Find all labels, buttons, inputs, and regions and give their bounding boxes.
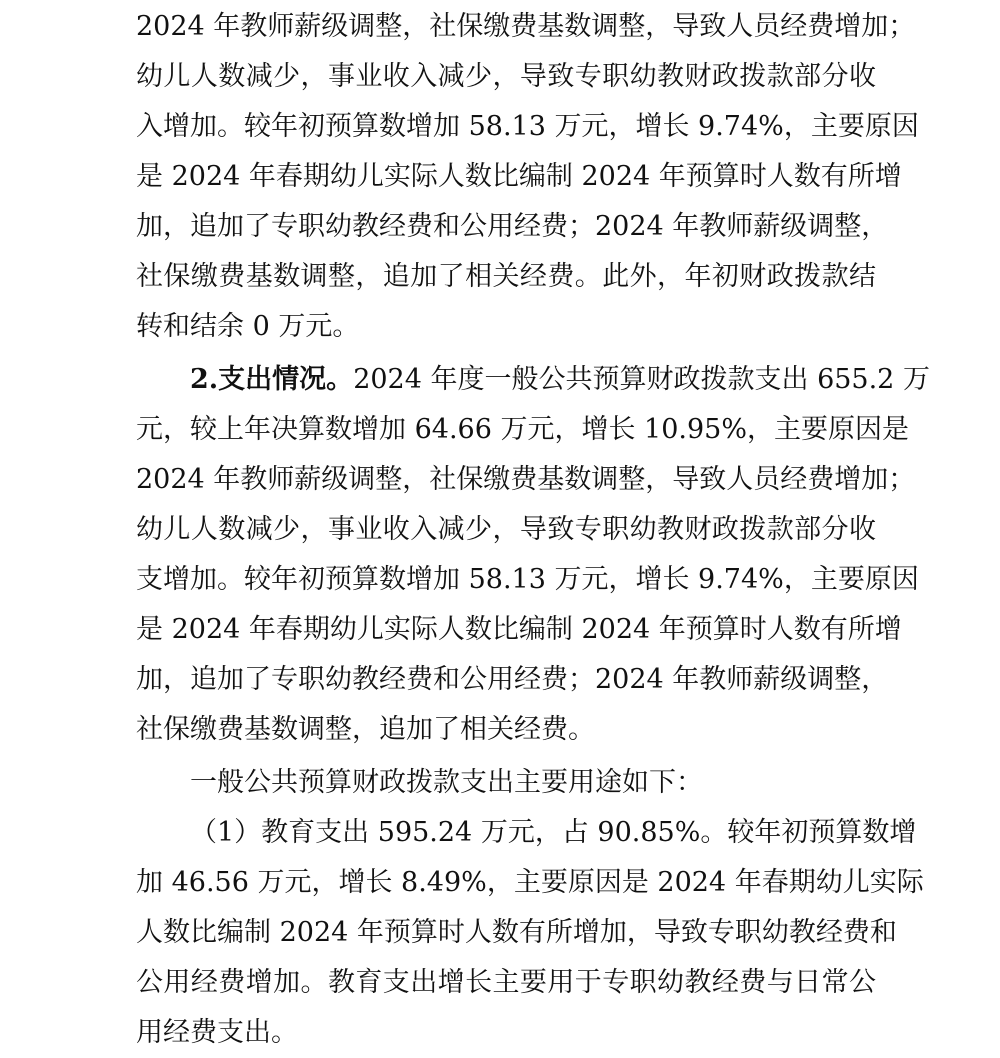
paragraph-line: 用经费支出。	[136, 1017, 298, 1048]
section-heading-line	[190, 355, 930, 405]
paragraph-line: 2024 年教师薪级调整，社保缴费基数调整，导致人员经费增加；	[136, 11, 916, 42]
paragraph-line: 支增加。较年初预算数增加 58.13 万元，增长 9.74%，主要原因	[136, 564, 919, 595]
section-heading-text: 2024 年度一般公共预算财政拨款支出 655.2 万	[353, 364, 930, 395]
paragraph-line: 人数比编制 2024 年预算时人数有所增加，导致专职幼教经费和	[136, 917, 897, 948]
paragraph-line: （1）教育支出 595.24 万元，占 90.85%。较年初预算数增	[190, 817, 917, 848]
paragraph-line: 2024 年教师薪级调整，社保缴费基数调整，导致人员经费增加；	[136, 464, 916, 495]
section-heading: 2.支出情况。	[190, 364, 354, 395]
paragraph-line: 幼儿人数减少，事业收入减少，导致专职幼教财政拨款部分收	[136, 61, 876, 92]
paragraph-line: 元，较上年决算数增加 64.66 万元，增长 10.95%，主要原因是	[136, 414, 909, 445]
paragraph-line: 社保缴费基数调整，追加了相关经费。此外，年初财政拨款结	[136, 261, 876, 292]
paragraph-line: 加 46.56 万元，增长 8.49%，主要原因是 2024 年春期幼儿实际	[136, 867, 924, 898]
paragraph-line: 社保缴费基数调整，追加了相关经费。	[136, 714, 595, 745]
paragraph-line: 是 2024 年春期幼儿实际人数比编制 2024 年预算时人数有所增	[136, 614, 902, 645]
paragraph-line: 一般公共预算财政拨款支出主要用途如下：	[190, 767, 703, 798]
paragraph-line: 是 2024 年春期幼儿实际人数比编制 2024 年预算时人数有所增	[136, 161, 902, 192]
paragraph-line: 公用经费增加。教育支出增长主要用于专职幼教经费与日常公	[136, 967, 876, 998]
paragraph-line: 加，追加了专职幼教经费和公用经费；2024 年教师薪级调整，	[136, 664, 889, 695]
paragraph-line: 加，追加了专职幼教经费和公用经费；2024 年教师薪级调整，	[136, 211, 889, 242]
paragraph-line: 幼儿人数减少，事业收入减少，导致专职幼教财政拨款部分收	[136, 514, 876, 545]
paragraph-line: 转和结余 0 万元。	[136, 311, 360, 342]
paragraph-line: 入增加。较年初预算数增加 58.13 万元，增长 9.74%，主要原因	[136, 111, 919, 142]
